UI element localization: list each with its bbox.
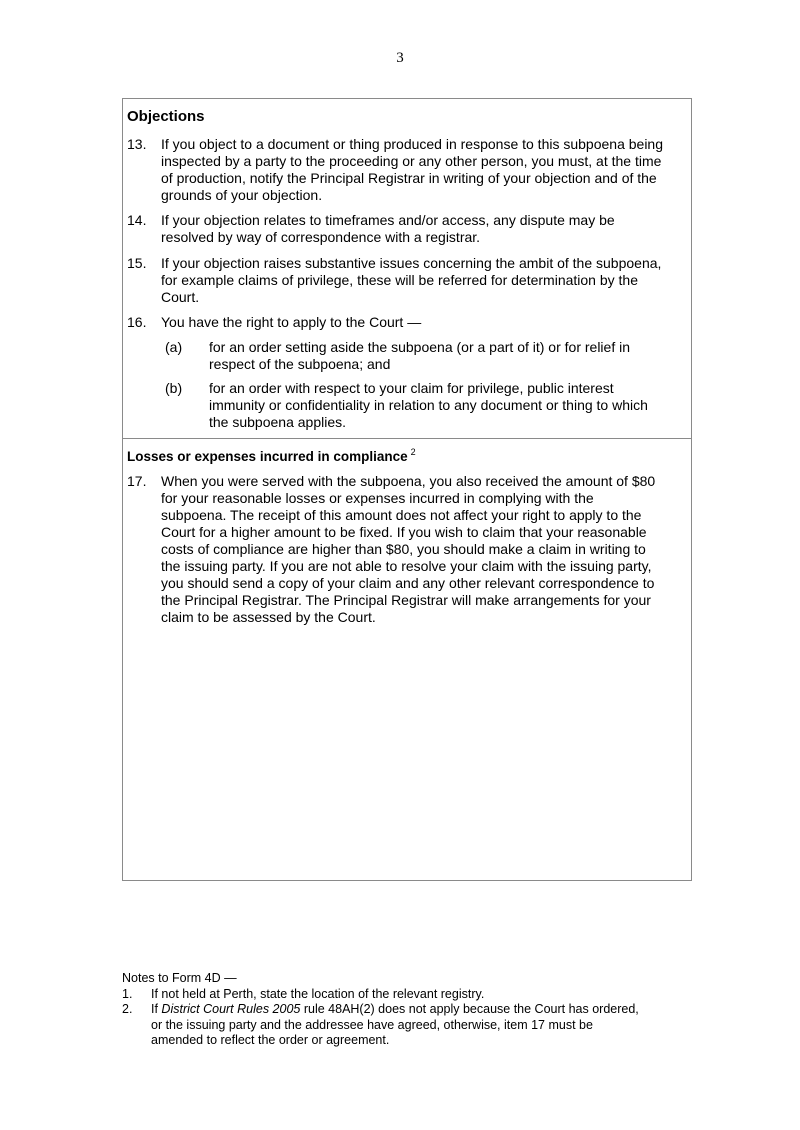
text-line: resolved by way of correspondence with a registrar. xyxy=(161,229,481,245)
text-line: for an order setting aside the subpoena (or a part of it) or for relief in xyxy=(209,339,631,355)
text-line: If your objection relates to timeframes and/or access, any dispute may be xyxy=(161,212,615,228)
text-line: subpoena. The receipt of this amount does not affect your right to apply to the xyxy=(161,507,642,523)
note-number: 1. xyxy=(122,986,133,1001)
item-text xyxy=(161,255,691,306)
text-line: for your reasonable losses or expenses incurred in complying with the xyxy=(161,490,594,506)
page-number: 3 xyxy=(396,50,404,66)
text-line: Court. xyxy=(161,289,200,305)
losses-heading xyxy=(127,449,416,464)
item-number: 16. xyxy=(127,314,147,330)
note-number: 2. xyxy=(122,1002,133,1016)
text-line xyxy=(151,1002,692,1018)
text-line: the subpoena applies. xyxy=(209,414,346,430)
text-line: If you object to a document or thing produced in response to this subpoena being xyxy=(161,136,664,152)
objections-section xyxy=(123,99,691,439)
text-line: amended to reflect the order or agreement. xyxy=(151,1033,390,1047)
sub-item-letter: (a) xyxy=(165,339,183,355)
note-text-prefix: If xyxy=(151,1002,162,1016)
note-2 xyxy=(122,1002,692,1049)
sub-item-a xyxy=(161,339,691,373)
text-line: inspected by a party to the proceeding or any other person, you must, at the time xyxy=(161,153,662,169)
text-line: for example claims of privilege, these will be referred for determination by the xyxy=(161,272,638,288)
note-text xyxy=(151,1002,692,1049)
information-box xyxy=(122,98,692,881)
text-line: grounds of your objection. xyxy=(161,187,323,203)
footnote-reference: 2 xyxy=(410,447,416,457)
text-line: claim to be assessed by the Court. xyxy=(161,609,376,625)
text-line: You have the right to apply to the Court — xyxy=(161,314,422,330)
list-item-14 xyxy=(127,212,691,246)
notes-heading: Notes to Form 4D — xyxy=(122,971,237,985)
sub-item-b xyxy=(161,380,691,431)
item-number: 14. xyxy=(127,212,147,228)
item-text xyxy=(161,212,691,246)
sub-item-letter: (b) xyxy=(165,380,183,396)
rules-citation: District Court Rules 2005 xyxy=(161,1002,301,1016)
text-line: the Principal Registrar. The Principal Registrar will make arrangements for your xyxy=(161,592,651,608)
text-line: immunity or confidentiality in relation to any document or thing to which xyxy=(209,397,648,413)
note-1 xyxy=(122,987,692,1003)
sub-item-text xyxy=(209,339,691,373)
form-notes xyxy=(122,971,692,1049)
item-number: 17. xyxy=(127,473,147,489)
text-line: When you were served with the subpoena, you also received the amount of $80 xyxy=(161,473,656,489)
list-item-13 xyxy=(127,136,691,204)
item-number: 13. xyxy=(127,136,147,152)
list-item-17 xyxy=(127,473,691,626)
item-text xyxy=(161,136,691,204)
text-line: Court for a higher amount to be fixed. If you wish to claim that your reasonable xyxy=(161,524,647,540)
note-text: If not held at Perth, state the location of the relevant registry. xyxy=(151,986,485,1001)
objections-heading: Objections xyxy=(127,108,205,125)
item-text xyxy=(161,473,691,626)
list-item-15 xyxy=(127,255,691,306)
text-line: the issuing party. If you are not able to resolve your claim with the issuing party, xyxy=(161,558,652,574)
sub-item-text xyxy=(209,380,691,431)
text-line: If your objection raises substantive issues concerning the ambit of the subpoena, xyxy=(161,255,662,271)
text-line: costs of compliance are higher than $80, you should make a claim in writing to xyxy=(161,541,646,557)
item-number: 15. xyxy=(127,255,147,271)
list-item-16 xyxy=(127,314,691,331)
text-line: for an order with respect to your claim for privilege, public interest xyxy=(209,380,614,396)
losses-heading-text: Losses or expenses incurred in compliance xyxy=(127,449,408,464)
text-line: you should send a copy of your claim and any other relevant correspondence to xyxy=(161,575,655,591)
text-line: of production, notify the Principal Registrar in writing of your objection and of the xyxy=(161,170,657,186)
text-line: or the issuing party and the addressee have agreed, otherwise, item 17 must be xyxy=(151,1017,593,1032)
text-line: respect of the subpoena; and xyxy=(209,356,391,372)
note-text-rest: rule 48AH(2) does not apply because the Court has ordered, xyxy=(300,1002,639,1016)
item-text xyxy=(161,314,691,331)
